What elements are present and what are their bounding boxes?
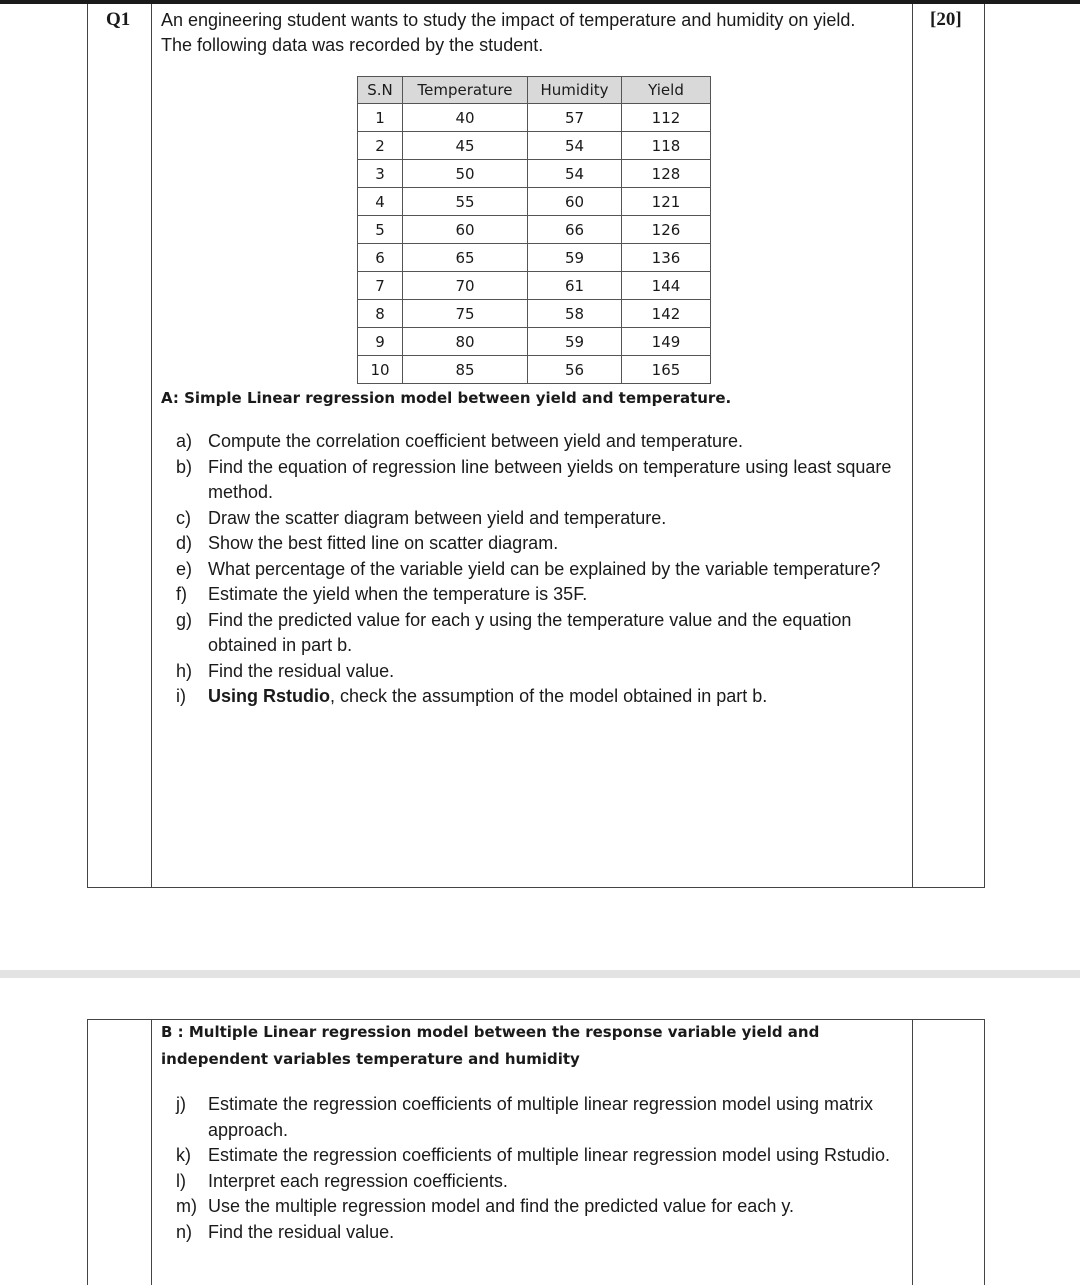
header-humidity: Humidity <box>528 77 622 104</box>
item-label: f) <box>176 584 187 604</box>
table-cell: 54 <box>528 160 622 188</box>
list-item <box>161 455 906 506</box>
table-cell: 60 <box>528 188 622 216</box>
item-text: Find the residual value. <box>208 660 395 681</box>
table-cell: 45 <box>403 132 528 160</box>
table-cell: 128 <box>622 160 711 188</box>
table-cell: 65 <box>403 244 528 272</box>
item-emphasis: Using Rstudio <box>208 686 330 706</box>
top-rule <box>0 0 1080 4</box>
item-text: Find the equation of regression line between yields on temperature using least square method. <box>208 456 892 502</box>
item-label: g) <box>176 609 193 630</box>
item-text: Interpret each regression coefficients. <box>208 1170 508 1191</box>
item-label: m) <box>176 1196 197 1216</box>
table-cell: 50 <box>403 160 528 188</box>
table-row <box>358 328 711 356</box>
table-cell: 121 <box>622 188 711 216</box>
table-row <box>358 356 711 384</box>
item-label: b) <box>176 456 193 477</box>
table-cell: 136 <box>622 244 711 272</box>
header-yield: Yield <box>622 77 711 104</box>
list-item <box>161 1143 906 1169</box>
list-item <box>161 557 906 583</box>
item-text: Compute the correlation coefficient between yield and temperature. <box>208 431 743 451</box>
item-label: e) <box>176 558 193 579</box>
table-cell: 5 <box>358 216 403 244</box>
table-cell: 60 <box>403 216 528 244</box>
table-cell: 75 <box>403 300 528 328</box>
table-cell: 126 <box>622 216 711 244</box>
item-label: c) <box>176 507 191 528</box>
table-cell: 59 <box>528 244 622 272</box>
table-cell: 9 <box>358 328 403 356</box>
table-cell: 57 <box>528 104 622 132</box>
section-b-title: B : Multiple Linear regression model between the response variable yield and independent variables temperature and humidity <box>161 1023 820 1068</box>
table-cell: 61 <box>528 272 622 300</box>
table-row <box>358 160 711 188</box>
table-cell: 85 <box>403 356 528 384</box>
list-item <box>161 684 906 710</box>
table-row <box>358 300 711 328</box>
item-text: Find the residual value. <box>208 1221 395 1242</box>
item-label: h) <box>176 660 193 681</box>
table-row <box>358 216 711 244</box>
question-number: Q1 <box>106 9 131 30</box>
table-row <box>358 132 711 160</box>
item-text: , check the assumption of the model obtained in part b. <box>330 686 768 706</box>
item-text: Show the best fitted line on scatter diagram. <box>208 533 559 553</box>
list-item <box>161 506 906 532</box>
table-row <box>358 272 711 300</box>
table-cell: 80 <box>403 328 528 356</box>
header-temperature: Temperature <box>403 77 528 104</box>
list-item <box>161 1169 906 1195</box>
item-label: d) <box>176 533 193 553</box>
question-intro <box>161 8 911 58</box>
table-cell: 10 <box>358 356 403 384</box>
item-label: l) <box>176 1170 186 1191</box>
table-row <box>358 244 711 272</box>
table-cell: 55 <box>403 188 528 216</box>
list-item <box>161 608 906 659</box>
table-cell: 8 <box>358 300 403 328</box>
table-cell: 7 <box>358 272 403 300</box>
table-cell: 40 <box>403 104 528 132</box>
list-item <box>161 1092 906 1143</box>
item-text: Estimate the yield when the temperature is 35F. <box>208 584 588 604</box>
list-item <box>161 1220 906 1246</box>
table-cell: 4 <box>358 188 403 216</box>
data-table <box>357 76 711 384</box>
table-row <box>358 104 711 132</box>
table-cell: 70 <box>403 272 528 300</box>
table-cell: 118 <box>622 132 711 160</box>
page-gap <box>0 970 1080 978</box>
table-cell: 59 <box>528 328 622 356</box>
item-text: Estimate the regression coefficients of multiple linear regression model using matrix approach. <box>208 1094 873 1140</box>
intro-line-2: The following data was recorded by the student. <box>161 35 544 55</box>
list-item <box>161 531 906 557</box>
table-cell: 142 <box>622 300 711 328</box>
table-cell: 58 <box>528 300 622 328</box>
table-cell: 3 <box>358 160 403 188</box>
section-a-questions <box>161 429 906 710</box>
table-cell: 144 <box>622 272 711 300</box>
item-text: What percentage of the variable yield can be explained by the variable temperature? <box>208 558 881 579</box>
item-label: j) <box>176 1094 186 1114</box>
header-sn: S.N <box>358 77 403 104</box>
table-cell: 66 <box>528 216 622 244</box>
item-text: Draw the scatter diagram between yield and temperature. <box>208 507 667 528</box>
item-label: n) <box>176 1221 193 1242</box>
item-label: a) <box>176 431 193 451</box>
table-cell: 149 <box>622 328 711 356</box>
item-label: k) <box>176 1145 191 1165</box>
table-cell: 2 <box>358 132 403 160</box>
item-text: Use the multiple regression model and find the predicted value for each y. <box>208 1196 794 1216</box>
table-cell: 1 <box>358 104 403 132</box>
item-text: Find the predicted value for each y using the temperature value and the equation obtained in part b. <box>208 609 852 655</box>
item-text: Estimate the regression coefficients of multiple linear regression model using Rstudio. <box>208 1145 891 1165</box>
table-cell: 165 <box>622 356 711 384</box>
intro-line-1: An engineering student wants to study the impact of temperature and humidity on yield. <box>161 10 856 30</box>
table-header-row <box>358 77 711 104</box>
table-row <box>358 188 711 216</box>
question-marks: [20] <box>930 9 962 30</box>
table-cell: 6 <box>358 244 403 272</box>
section-a-title: A: Simple Linear regression model between yield and temperature. <box>161 389 732 407</box>
list-item <box>161 429 906 455</box>
list-item <box>161 582 906 608</box>
item-label: i) <box>176 686 186 706</box>
section-b-questions <box>161 1092 906 1245</box>
table-cell: 112 <box>622 104 711 132</box>
list-item <box>161 659 906 685</box>
table-cell: 54 <box>528 132 622 160</box>
table-cell: 56 <box>528 356 622 384</box>
list-item <box>161 1194 906 1220</box>
